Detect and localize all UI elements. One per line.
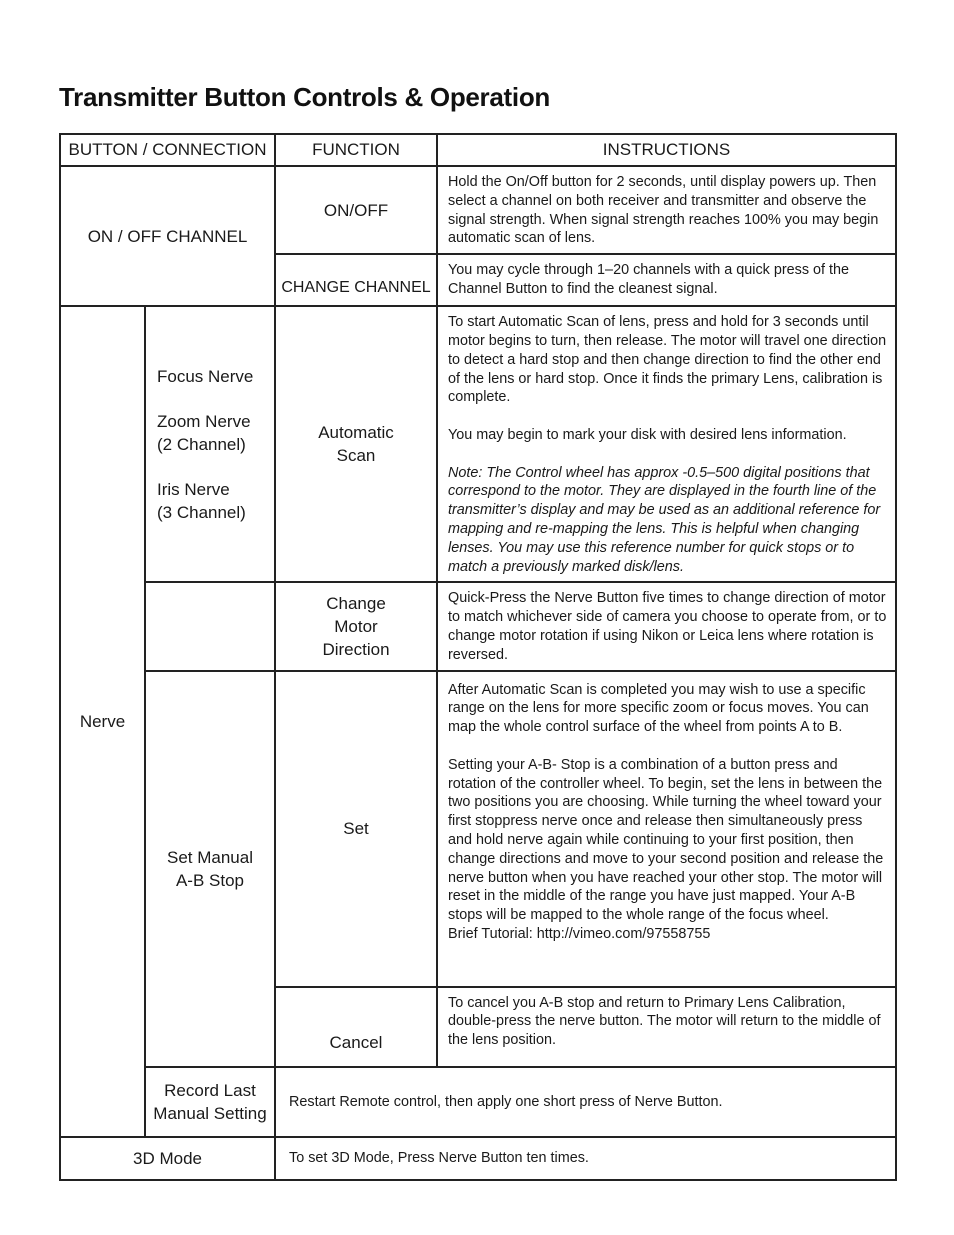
iris-nerve-label: Iris Nerve (157, 479, 230, 499)
auto-scan-instructions-cell (437, 306, 896, 582)
record-instructions-cell: Restart Remote control, then apply one short press of Nerve Button. (275, 1067, 896, 1137)
change-channel-function-cell: CHANGE CHANNEL (275, 254, 437, 306)
mode3d-button-cell: 3D Mode (60, 1137, 275, 1180)
set-para1: After Automatic Scan is completed you may wish to use a specific range on the lens for more specific zoom or focus moves. You can map the whole control surface of the wheel from points A to B. (448, 681, 869, 736)
auto-scan-function-cell (275, 306, 437, 582)
record-line1: Record Last (164, 1080, 256, 1100)
table-row (60, 306, 896, 582)
set-para2: Setting your A-B- Stop is a combination of a button press and rotation of the controller wheel. To begin, set the lens in between the two positions you are choosing. While turning the wheel toward your first stoppress nerve once and release then simultaneously press and hold nerve again while continuing to your first position, then change directions and move to your second position and release the nerve button when you have reached your other stop. The motor will reset in the middle of the range you have just mapped. Your A-B stops will be mapped to the whole range of the focus wheel. (448, 756, 884, 924)
header-row (60, 134, 896, 166)
set-function-cell: Set (275, 671, 437, 987)
zoom-nerve-channels: (2 Channel) (157, 434, 246, 454)
change-channel-instructions-text: You may cycle through 1–20 channels with a quick press of the Channel Button to find the cleanest signal. (448, 262, 850, 297)
record-button-cell (145, 1067, 275, 1137)
ab-stop-line1: Set Manual (167, 847, 253, 867)
auto-scan-note: Note: The Control wheel has approx -0.5–500 digital positions that correspond to the motor. They are displayed in the fourth line of the transmitter’s display and may be used as an additional reference for mapping and re-mapping the lens. This is helpful when changing lenses. You may use this reference number for quick stops or to match a previously marked disk/lens. (448, 464, 881, 575)
auto-scan-para2: You may begin to mark your disk with desired lens information. (448, 426, 847, 443)
onoff-function-cell: ON/OFF (275, 166, 437, 254)
record-line2: Manual Setting (153, 1103, 267, 1123)
motor-direction-line3: Direction (322, 639, 390, 659)
onoff-instructions-cell (437, 166, 896, 254)
motor-direction-instructions-cell (437, 582, 896, 670)
cancel-text: To cancel you A-B stop and return to Primary Lens Calibration, double-press the nerve button. The motor will return to the middle of the lens position. (448, 994, 881, 1049)
zoom-nerve-label: Zoom Nerve (157, 411, 251, 431)
onoff-instructions-text: Hold the On/Off button for 2 seconds, until display powers up. Then select a channel on both receiver and transmitter and observe the signal strength. When signal strength reaches 100% you may begin automatic scan of lens. (448, 174, 879, 247)
header-function: FUNCTION (275, 134, 437, 166)
motor-direction-line1: Change (326, 593, 386, 613)
cancel-instructions-cell (437, 987, 896, 1067)
auto-scan-line1: Automatic (318, 423, 394, 443)
nerve-type-cell (145, 306, 275, 582)
table-row (60, 582, 896, 670)
mode3d-instructions-cell: To set 3D Mode, Press Nerve Button ten times. (275, 1137, 896, 1180)
onoff-channel-cell: ON / OFF CHANNEL (60, 166, 275, 306)
page-title: Transmitter Button Controls & Operation (59, 82, 550, 112)
cancel-function-cell: Cancel (275, 987, 437, 1067)
table-row (60, 671, 896, 987)
focus-nerve-label: Focus Nerve (157, 366, 254, 386)
nerve-cell: Nerve (60, 306, 145, 1136)
change-channel-instructions-cell (437, 254, 896, 306)
header-button-connection: BUTTON / CONNECTION (60, 134, 275, 166)
motor-direction-line2: Motor (334, 616, 378, 636)
iris-nerve-channels: (3 Channel) (157, 502, 246, 522)
controls-table (59, 133, 897, 1181)
set-instructions-cell (437, 671, 896, 987)
ab-stop-line2: A-B Stop (175, 870, 245, 890)
table-row (60, 1137, 896, 1180)
motor-direction-function-cell (275, 582, 437, 670)
motor-direction-text: Quick-Press the Nerve Button five times to change direction of motor to match whichever side of camera you choose to operate from, or to change motor rotation if using Nikon or Leica lens where rotation is reversed. (448, 590, 887, 663)
empty-button-cell (145, 582, 275, 670)
table-row (60, 1067, 896, 1137)
tutorial-link: Brief Tutorial: http://vimeo.com/97558755 (448, 925, 711, 942)
auto-scan-para1: To start Automatic Scan of lens, press and hold for 3 seconds until motor begins to turn, then release. The motor will travel one direction to detect a hard stop and then change direction to find the other end of the lens or hard stop. Once it finds the primary Lens, calibration is complete. (448, 314, 887, 406)
auto-scan-line2: Scan (336, 446, 376, 466)
header-instructions: INSTRUCTIONS (437, 134, 896, 166)
ab-stop-button-cell (145, 671, 275, 1067)
table-row (60, 166, 896, 254)
